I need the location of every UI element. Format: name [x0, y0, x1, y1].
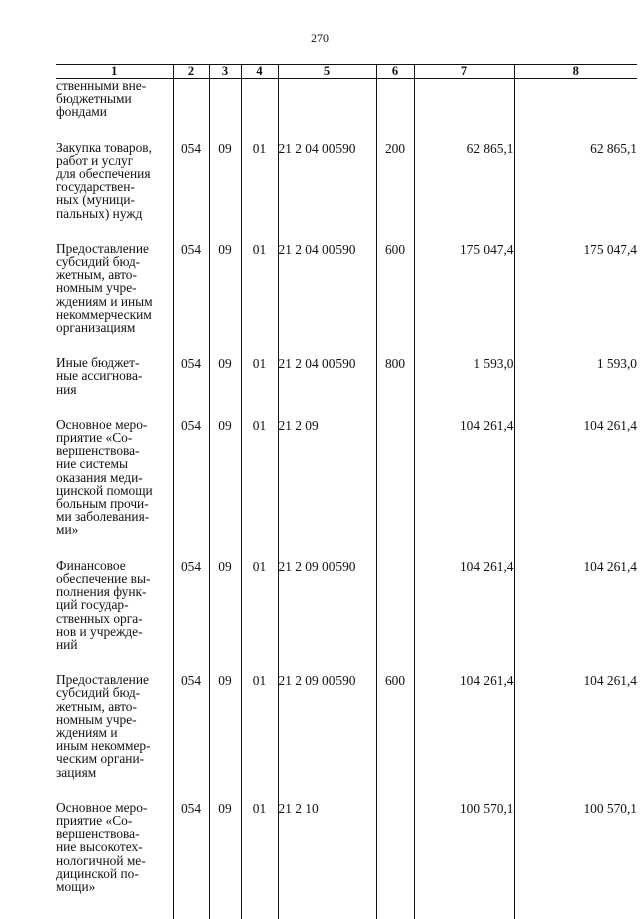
cell-section: 09 [209, 356, 241, 418]
item-name-line: Финансовое [56, 559, 173, 572]
column-header: 7 [414, 65, 514, 79]
table-row [56, 356, 637, 418]
cell-item-name [56, 418, 173, 559]
cell-amount-col7: 104 261,4 [414, 673, 514, 801]
item-name-line: жетным, авто- [56, 700, 173, 713]
item-name-line: ственных орга- [56, 612, 173, 625]
cell-target-article [278, 79, 376, 141]
item-name-line: Иные бюджет- [56, 356, 173, 369]
cell-section: 09 [209, 801, 241, 915]
cell-subsection [241, 79, 278, 141]
cell-item-name [56, 79, 173, 141]
table-header-row [56, 65, 637, 79]
item-name-line: некоммерческим [56, 308, 173, 321]
table-body [56, 79, 637, 919]
cell-target-article: 21 2 09 00590 [278, 559, 376, 673]
item-name-line: оказания меди- [56, 471, 173, 484]
cell-amount-col7: 104 261,4 [414, 559, 514, 673]
cell-ministry-code: 054 [173, 673, 209, 801]
item-name-line: организациям [56, 321, 173, 334]
column-header: 2 [173, 65, 209, 79]
item-name-line: ных (муници- [56, 193, 173, 206]
table-filler-row [56, 915, 637, 919]
filler-cell [414, 915, 514, 919]
cell-amount-col8: 104 261,4 [514, 418, 637, 559]
item-name-line: субсидий бюд- [56, 255, 173, 268]
cell-target-article: 21 2 04 00590 [278, 141, 376, 242]
filler-cell [278, 915, 376, 919]
table-row [56, 559, 637, 673]
cell-item-name [56, 673, 173, 801]
cell-section: 09 [209, 141, 241, 242]
item-name-line: нов и учрежде- [56, 625, 173, 638]
cell-subsection: 01 [241, 356, 278, 418]
item-name-line: пальных) нужд [56, 207, 173, 220]
item-name-line: ний [56, 638, 173, 651]
column-header: 5 [278, 65, 376, 79]
cell-amount-col7: 62 865,1 [414, 141, 514, 242]
item-name-line: Предоставление [56, 242, 173, 255]
cell-ministry-code: 054 [173, 242, 209, 356]
table-row [56, 141, 637, 242]
item-name-line: обеспечение вы- [56, 572, 173, 585]
item-name-line: фондами [56, 105, 173, 118]
column-header: 4 [241, 65, 278, 79]
cell-target-article: 21 2 09 00590 [278, 673, 376, 801]
cell-item-name [56, 801, 173, 915]
item-name-line: ние высокотех- [56, 840, 173, 853]
item-name-line: ми» [56, 523, 173, 536]
item-name-line: больным прочи- [56, 497, 173, 510]
table-row [56, 418, 637, 559]
item-name-line: бюджетными [56, 92, 173, 105]
filler-cell [209, 915, 241, 919]
page-number: 270 [0, 31, 640, 46]
cell-ministry-code: 054 [173, 801, 209, 915]
item-name-line: ние системы [56, 457, 173, 470]
item-name-line: иным некоммер- [56, 739, 173, 752]
item-name-line: ческим органи- [56, 752, 173, 765]
column-header: 6 [376, 65, 414, 79]
cell-amount-col8: 62 865,1 [514, 141, 637, 242]
budget-table [56, 64, 637, 919]
item-name-line: вершенствова- [56, 827, 173, 840]
cell-subsection: 01 [241, 801, 278, 915]
table-row [56, 801, 637, 915]
cell-expense-type: 600 [376, 242, 414, 356]
item-name-line: номным учре- [56, 713, 173, 726]
cell-target-article: 21 2 09 [278, 418, 376, 559]
filler-cell [514, 915, 637, 919]
filler-cell [56, 915, 173, 919]
cell-expense-type [376, 79, 414, 141]
cell-amount-col8 [514, 79, 637, 141]
cell-subsection: 01 [241, 141, 278, 242]
cell-ministry-code [173, 79, 209, 141]
cell-expense-type [376, 801, 414, 915]
table-row [56, 673, 637, 801]
cell-ministry-code: 054 [173, 141, 209, 242]
cell-expense-type [376, 559, 414, 673]
filler-cell [376, 915, 414, 919]
item-name-line: субсидий бюд- [56, 686, 173, 699]
table-row [56, 242, 637, 356]
cell-amount-col8: 104 261,4 [514, 559, 637, 673]
cell-amount-col8: 175 047,4 [514, 242, 637, 356]
item-name-line: вершенствова- [56, 444, 173, 457]
cell-item-name [56, 559, 173, 673]
cell-section [209, 79, 241, 141]
filler-cell [241, 915, 278, 919]
cell-amount-col8: 100 570,1 [514, 801, 637, 915]
cell-amount-col8: 104 261,4 [514, 673, 637, 801]
item-name-line: государствен- [56, 180, 173, 193]
item-name-line: полнения функ- [56, 585, 173, 598]
item-name-line: Основное меро- [56, 418, 173, 431]
column-header: 8 [514, 65, 637, 79]
item-name-line: ми заболевания- [56, 510, 173, 523]
item-name-line: ждениям и иным [56, 295, 173, 308]
cell-amount-col7: 1 593,0 [414, 356, 514, 418]
cell-target-article: 21 2 04 00590 [278, 242, 376, 356]
cell-amount-col7 [414, 79, 514, 141]
item-name-line: ния [56, 383, 173, 396]
item-name-line: цинской помощи [56, 484, 173, 497]
cell-amount-col8: 1 593,0 [514, 356, 637, 418]
item-name-line: приятие «Со- [56, 814, 173, 827]
cell-target-article: 21 2 10 [278, 801, 376, 915]
cell-expense-type: 200 [376, 141, 414, 242]
item-name-line: жетным, авто- [56, 268, 173, 281]
item-name-line: приятие «Со- [56, 431, 173, 444]
item-name-line: Основное меро- [56, 801, 173, 814]
item-name-line: зациям [56, 766, 173, 779]
cell-amount-col7: 100 570,1 [414, 801, 514, 915]
cell-target-article: 21 2 04 00590 [278, 356, 376, 418]
item-name-line: работ и услуг [56, 154, 173, 167]
item-name-line: ственными вне- [56, 79, 173, 92]
item-name-line: номным учре- [56, 281, 173, 294]
item-name-line: ждениям и [56, 726, 173, 739]
cell-amount-col7: 104 261,4 [414, 418, 514, 559]
item-name-line: Закупка товаров, [56, 141, 173, 154]
cell-subsection: 01 [241, 242, 278, 356]
cell-expense-type [376, 418, 414, 559]
cell-section: 09 [209, 673, 241, 801]
cell-section: 09 [209, 242, 241, 356]
item-name-line: мощи» [56, 880, 173, 893]
cell-ministry-code: 054 [173, 356, 209, 418]
item-name-line: Предоставление [56, 673, 173, 686]
cell-subsection: 01 [241, 559, 278, 673]
item-name-line: ные ассигнова- [56, 369, 173, 382]
filler-cell [173, 915, 209, 919]
cell-ministry-code: 054 [173, 418, 209, 559]
cell-amount-col7: 175 047,4 [414, 242, 514, 356]
cell-ministry-code: 054 [173, 559, 209, 673]
item-name-line: для обеспечения [56, 167, 173, 180]
cell-expense-type: 600 [376, 673, 414, 801]
cell-subsection: 01 [241, 673, 278, 801]
cell-section: 09 [209, 418, 241, 559]
column-header: 1 [56, 65, 173, 79]
cell-item-name [56, 141, 173, 242]
table-row [56, 79, 637, 141]
cell-item-name [56, 356, 173, 418]
item-name-line: ций государ- [56, 598, 173, 611]
item-name-line: нологичной ме- [56, 854, 173, 867]
item-name-line: дицинской по- [56, 867, 173, 880]
cell-item-name [56, 242, 173, 356]
cell-section: 09 [209, 559, 241, 673]
column-header: 3 [209, 65, 241, 79]
cell-expense-type: 800 [376, 356, 414, 418]
cell-subsection: 01 [241, 418, 278, 559]
